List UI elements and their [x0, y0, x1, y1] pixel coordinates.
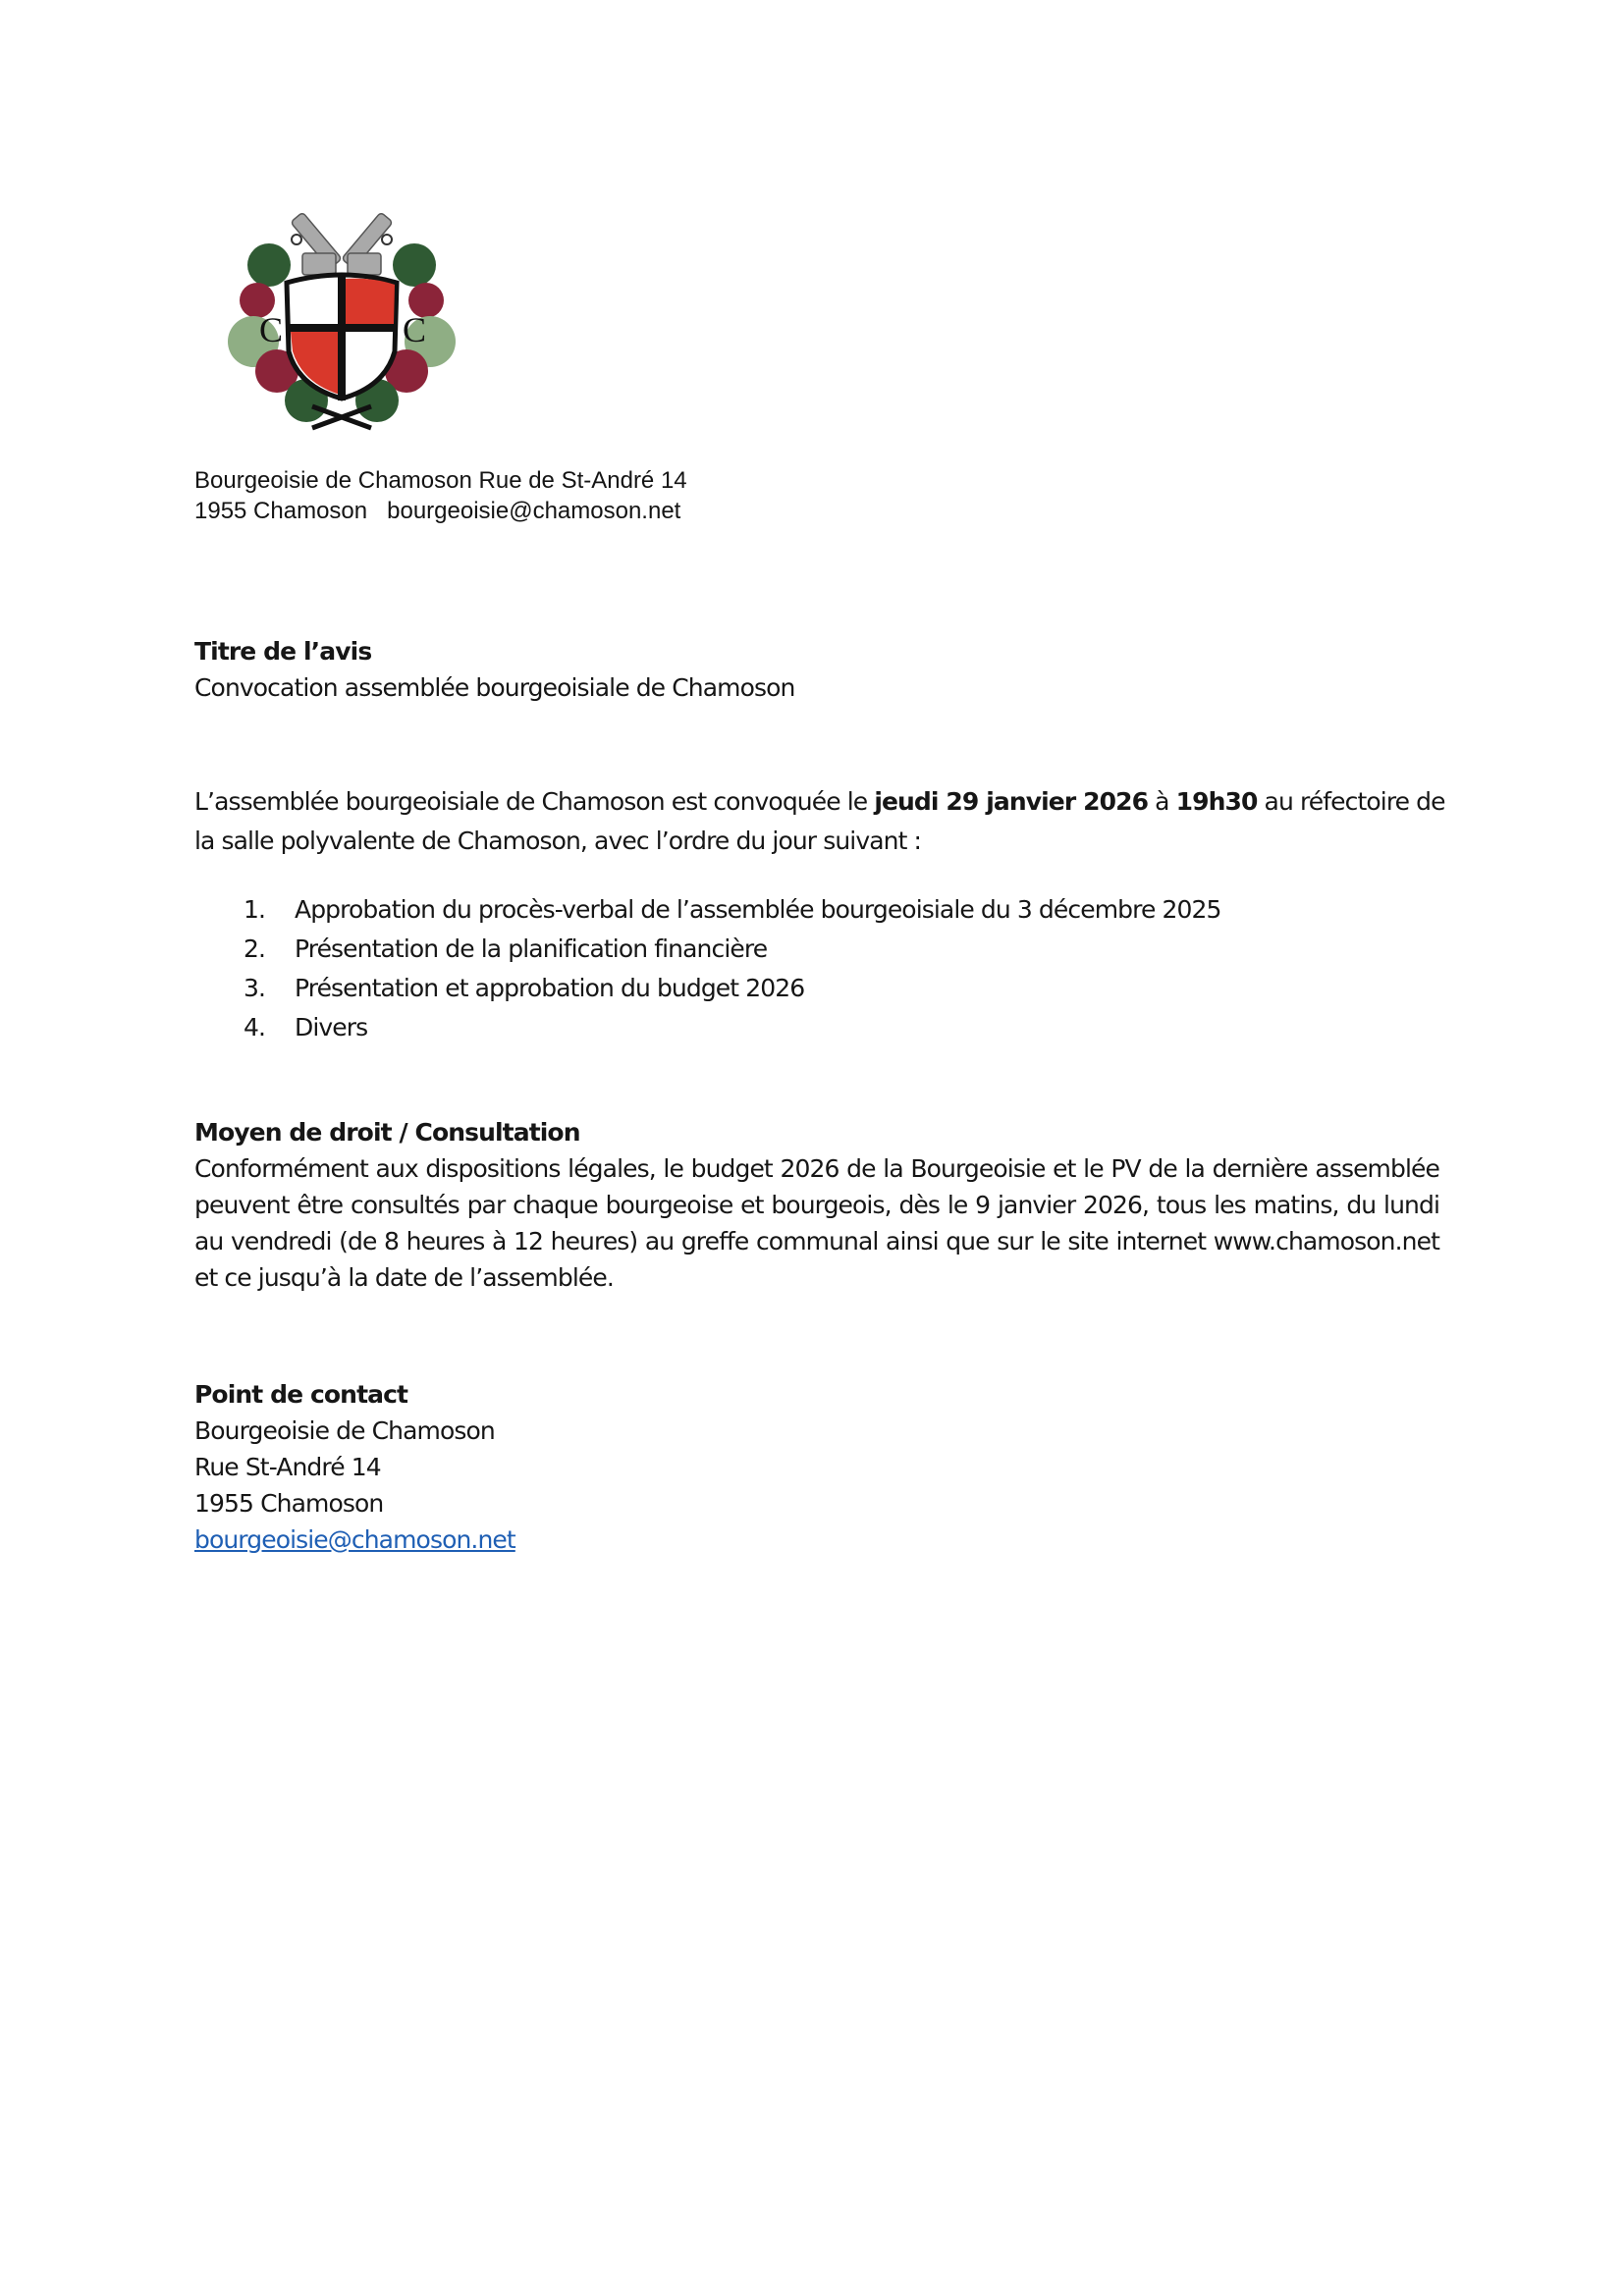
- agenda-item: [194, 930, 1221, 969]
- agenda-item: [194, 1008, 1221, 1047]
- contact-email-link[interactable]: bourgeoisie@chamoson.net: [194, 1525, 515, 1554]
- agenda-item-number: 3.: [244, 974, 266, 1002]
- agenda-item-label: Présentation et approbation du budget 2026: [295, 974, 805, 1002]
- contact-street: Rue St-André 14: [194, 1453, 381, 1481]
- agenda-item-label: Présentation de la planification financière: [295, 934, 768, 963]
- legal-text: Conformément aux dispositions légales, le budget 2026 de la Bourgeoisie et le PV de la dernière assemblée peuvent être consultés par chaque bourgeoise et bourgeois, dès le 9 janvier 2026, tous les matins, du lundi au vendredi (de 8 heures à 12 heures) au greffe communal ainsi que sur le site internet www.chamoson.net et ce jusqu’à la date de l’assemblée.: [194, 1154, 1439, 1292]
- title-heading: Titre de l’avis: [194, 637, 372, 666]
- agenda-item: [194, 969, 1221, 1008]
- letterhead-line-1: Bourgeoisie de Chamoson Rue de St-André 14: [194, 467, 687, 494]
- contact-name: Bourgeoisie de Chamoson: [194, 1416, 495, 1445]
- convocation-time: 19h30: [1175, 787, 1258, 816]
- letterhead-address: [194, 465, 687, 526]
- convocation-text-before: L’assemblée bourgeoisiale de Chamoson est convoquée le: [194, 787, 875, 816]
- convocation-text-after: au réfectoire de la salle polyvalente de Chamoson, avec l’ordre du jour suivant :: [194, 787, 1445, 855]
- agenda-list: [194, 890, 1221, 1047]
- coat-of-arms-icon: [218, 204, 465, 432]
- legal-section: [194, 1114, 1439, 1296]
- title-section: [194, 633, 1439, 706]
- agenda-item-number: 2.: [244, 934, 266, 963]
- coat-of-arms-logo: [218, 204, 465, 432]
- agenda-item-label: Approbation du procès-verbal de l’assemblée bourgeoisiale du 3 décembre 2025: [295, 895, 1221, 924]
- contact-city: 1955 Chamoson: [194, 1489, 384, 1518]
- agenda-item-label: Divers: [295, 1013, 368, 1041]
- convocation-date: jeudi 29 janvier 2026: [874, 787, 1149, 816]
- contact-heading: Point de contact: [194, 1380, 408, 1409]
- svg-text:C: C: [259, 310, 284, 349]
- legal-heading: Moyen de droit / Consultation: [194, 1118, 580, 1147]
- letterhead-line-2: 1955 Chamoson bourgeoisie@chamoson.net: [194, 498, 681, 524]
- title-value: Convocation assemblée bourgeoisiale de Chamoson: [194, 673, 795, 702]
- convocation-text-middle: à: [1148, 787, 1176, 816]
- agenda-item-number: 1.: [244, 895, 266, 924]
- agenda-item-number: 4.: [244, 1013, 266, 1041]
- agenda-item: [194, 890, 1221, 930]
- svg-text:C: C: [403, 310, 427, 349]
- contact-section: [194, 1376, 1439, 1558]
- convocation-paragraph: [194, 782, 1445, 861]
